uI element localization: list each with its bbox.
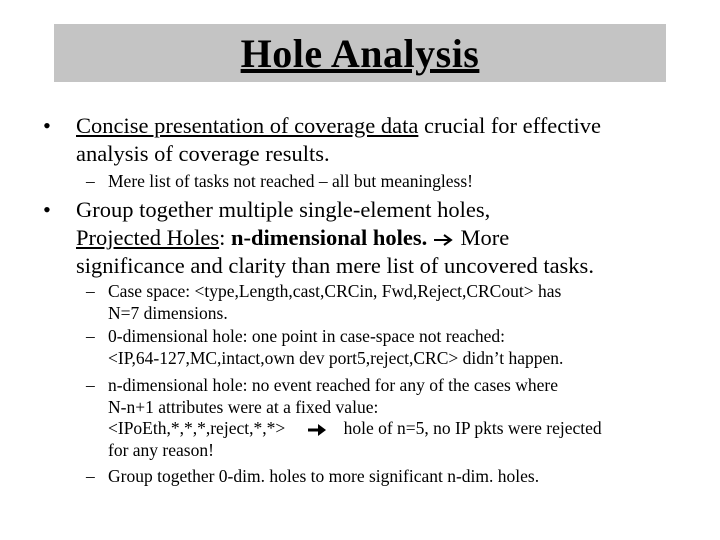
dash-glyph: –: [86, 326, 95, 346]
right-arrow-icon: [433, 233, 455, 247]
title-bar: [54, 24, 666, 82]
bullet-1-line-1: [76, 112, 716, 140]
sub-line-2: N=7 dimensions.: [108, 302, 228, 323]
bullet-glyph: •: [43, 113, 51, 138]
bullet-2-line-2: [76, 224, 716, 252]
dash-glyph: –: [86, 281, 95, 301]
bullet-2-sub-4: [86, 466, 688, 488]
dash-glyph: –: [86, 466, 95, 486]
bullet-2-sub-3: [86, 375, 688, 461]
bullet-1-line-2: analysis of coverage results.: [76, 141, 330, 166]
bullet-2-desc: n-dimensional holes.: [225, 225, 428, 250]
term-colon: :: [219, 225, 226, 250]
bullet-1-sub-1: [86, 171, 688, 193]
hole-desc: hole of n=5, no IP pkts were rejected: [343, 418, 602, 438]
dash-glyph: –: [86, 171, 95, 191]
bullet-2-line-1: Group together multiple single-element holes,: [76, 197, 491, 222]
bullet-1: [43, 112, 716, 168]
tuple-text: <IPoEth,*,*,*,reject,*,*>: [108, 418, 286, 438]
bullet-2-sub-2: [86, 326, 688, 369]
sub-line-4: for any reason!: [108, 439, 214, 460]
sub-line-1: Group together 0-dim. holes to more significant n-dim. holes.: [108, 466, 540, 486]
bold-right-arrow-icon: [306, 423, 340, 437]
bullet-1-emphasis: Concise presentation of coverage data: [76, 113, 419, 138]
sub-line-1: Case space: <type,Length,cast,CRCin, Fwd,Reject,CRCout> has: [108, 281, 562, 301]
projected-holes-term: Projected Holes: [76, 225, 220, 250]
bullet-glyph: •: [43, 197, 51, 222]
sub-line-1: 0-dimensional hole: one point in case-space not reached:: [108, 326, 506, 346]
bullet-1-rest: crucial for effective: [418, 113, 601, 138]
bullet-2: [43, 196, 716, 280]
sub-text: Mere list of tasks not reached – all but meaningless!: [108, 171, 473, 191]
bullet-2-after-arrow: More: [454, 225, 510, 250]
bullet-2-line-3: significance and clarity than mere list of uncovered tasks.: [76, 253, 594, 278]
sub-line-2: N-n+1 attributes were at a fixed value:: [108, 396, 379, 417]
slide-title: Hole Analysis: [240, 30, 480, 76]
sub-line-3: [108, 418, 688, 440]
dash-glyph: –: [86, 375, 95, 395]
sub-line-1: n-dimensional hole: no event reached for any of the cases where: [108, 375, 558, 395]
bullet-2-sub-1: [86, 281, 688, 324]
sub-line-2: <IP,64-127,MC,intact,own dev port5,reject,CRC> didn’t happen.: [108, 347, 564, 368]
